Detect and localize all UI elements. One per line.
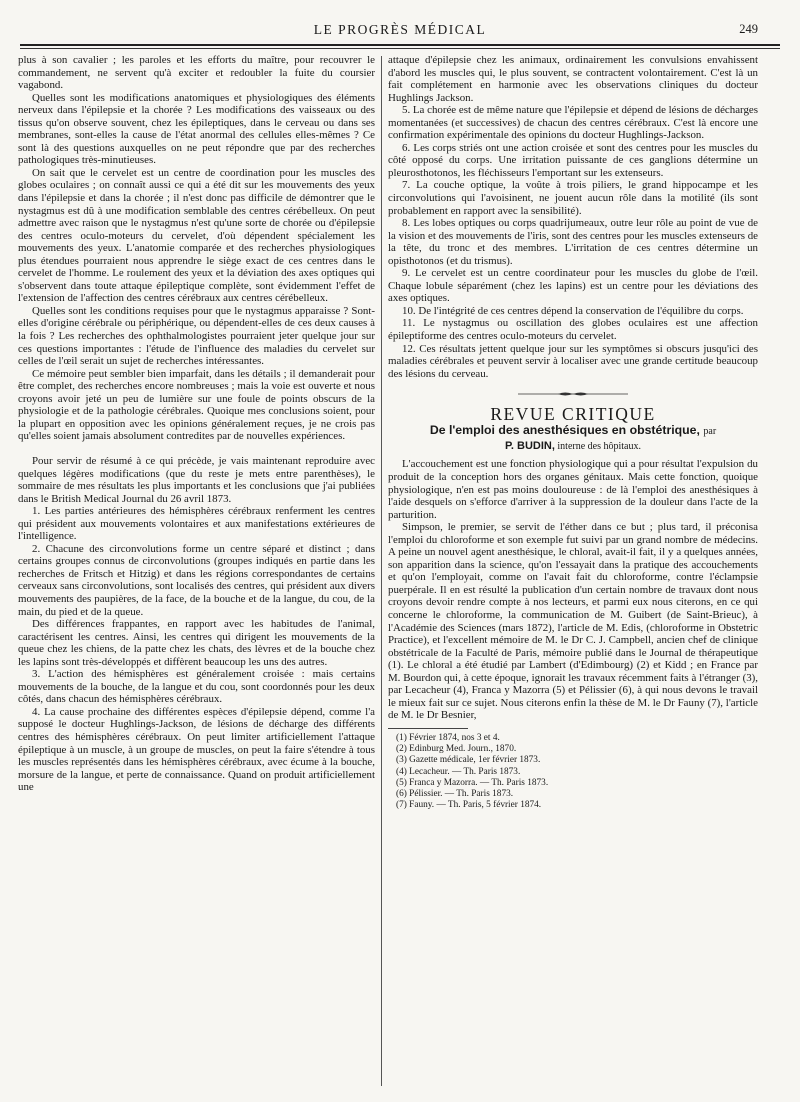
- paragraph: Quelles sont les modifications anatomiques et physiologiques des éléments nerveux dans l'épilepsie et la chorée ? Les modifications des vaisseaux ou des tissus qu'on observe souvent, chez les épileptiques, dans le cerveau ou dans ses membranes, sont-elles la cause de l'état anormal des cellules elles-mêmes ? Ce sont là des questions auxquelles on ne peut répondre que par des recherches pathologiques très-minutieuses.: [18, 91, 375, 167]
- numbered-conclusion: 1. Les parties antérieures des hémisphères cérébraux renferment les centres qui président aux mouvements volontaires et aux manifestations extérieures de l'intelligence.: [18, 505, 375, 543]
- numbered-conclusion: 7. La couche optique, la voûte à trois piliers, le grand hippocampe et les circonvolutions qui l'avoisinent, ne jouent aucun rôle dans la motilité (ils sont probablement en rapport avec la sensibilité).: [388, 179, 758, 217]
- header-rule: [20, 44, 780, 46]
- paragraph: On sait que le cervelet est un centre de coordination pour les muscles des globes oculaires ; on connaît aussi ce qui a été dit sur les mouvements des yeux dans l'épilepsie et dans la chorée ; il n'est donc pas difficile de démontrer que le nystagmus est dû à une modification semblable des centres cérébelleux. On peut admettre avec raison que le nystagmus n'est qu'une sorte de chorée ou d'épilepsie des centres oculo-moteurs du cervelet, d'où dépendent spécialement les mouvements des yeux. L'anatomie comparée et des recherches physiologiques plus étendues pourraient nous apprendre le siège exact de ces centres dans le cervelet de l'homme. Le roulement des yeux et la déviation des axes optiques qui s'observent dans toute attaque épileptique complète, sont évidemment l'effet de l'extension de l'affection des centres cérébraux aux centres cérébelleux.: [18, 166, 375, 305]
- section-title: REVUE CRITIQUE: [490, 403, 656, 424]
- numbered-conclusion: 4. La cause prochaine des différentes espèces d'épilepsie dépend, comme l'a supposé le docteur Hughlings-Jackson, de lésions de décharge des différents centres des hémisphères cérébraux. On peut limiter artificiellement l'attaque épileptique à un muscle, à un groupe de muscles, on peut la faire s'étendre à tous les muscles représentés dans les hémisphères cérébraux, avec écume à la bouche, morsure de la langue, et perte de connaissance. Quand on produit artificiellement une: [18, 705, 375, 794]
- numbered-conclusion: 12. Ces résultats jettent quelque jour sur les symptômes si obscurs jusqu'ici des maladies cérébrales et peuvent servir à localiser avec une grande certitude beaucoup des lésions du cerveau.: [388, 342, 758, 380]
- ornament-rule-icon: [518, 391, 628, 397]
- right-column: [388, 54, 758, 811]
- byline-role: interne des hôpitaux.: [557, 440, 641, 452]
- footnote-rule: [388, 728, 468, 729]
- numbered-conclusion: 6. Les corps striés ont une action croisée et sont des centres pour les muscles du côté opposé du corps. Une irritation puissante de ces ganglions détermine un pleurosthotonos, les fléchisseurs l'emportant sur les extenseurs.: [388, 141, 758, 179]
- numbered-conclusion: 10. De l'intégrité de ces centres dépend la conservation de l'équilibre du corps.: [402, 304, 744, 317]
- article-title: [388, 424, 758, 439]
- numbered-conclusion: 8. Les lobes optiques ou corps quadrijumeaux, outre leur rôle au point de vue de la vision et des mouvements de l'iris, sont des centres pour les muscles extenseurs de la tête, du tronc et des membres. L'irritation de ces centres détermine un opisthotonos (et du trismus).: [388, 217, 758, 267]
- summary-paragraph: Pour servir de résumé à ce qui précède, je vais maintenant reproduire avec quelques légères modifications (que du reste je mets entre parenthèses), le sommaire de mes résultats les plus importants et les conclusions que j'ai publiées dans le British Medical Journal du 26 avril 1873.: [18, 454, 375, 505]
- numbered-conclusion: 2. Chacune des circonvolutions forme un centre séparé et distinct ; dans certains groupes connus de circonvolutions (groupes indiqués en partie dans les recherches de Fritsch et Hitzig) et dans les régions correspondantes de certains cerveaux sans circonvolutions, sont localisés des centres, qui président aux divers mouvements des paupières, de la face, de la bouche et de la langue, du cou, de la main, du pied et de la queue.: [18, 542, 375, 618]
- footnote: (1) Février 1874, nos 3 et 4.: [396, 732, 500, 743]
- footnote: (7) Fauny. — Th. Paris, 5 février 1874.: [396, 800, 542, 811]
- header-rule-thin: [20, 48, 780, 49]
- footnote: (5) Franca y Mazorra. — Th. Paris 1873.: [396, 777, 549, 788]
- paragraph: L'accouchement est une fonction physiologique qui a pour résultat l'expulsion du produit de la conception hors des organes génitaux. Mais cette fonction, quoique physiologique, n'en est pas moins douloureuse : de là l'emploi des anesthésiques à l'aide desquels on s'efforce d'arriver à la suppression de la douleur dans l'acte de la parturition.: [388, 458, 758, 521]
- numbered-conclusion: 11. Le nystagmus ou oscillation des globes oculaires est une affection épileptiforme des centres oculo-moteurs du cervelet.: [388, 317, 758, 343]
- numbered-conclusion: 9. Le cervelet est un centre coordinateur pour les muscles du globe de l'œil. Chaque lobule séparément (chez les lapins) est un centre pour les déviations des axes optiques.: [388, 267, 758, 305]
- paragraph: Simpson, le premier, se servit de l'éther dans ce but ; plus tard, il préconisa l'emploi du chloroforme et son exemple fut suivi par un grand nombre de médecins. A peine un nouvel agent anesthésique, le chloral, avait-il fait, il y a quelques années, son apparition dans la science, qu'on l'essayait dans la pratique des accouchements et qu'on l'employait, comme on l'avait fait du chloroforme, contre l'éclampsie puerpérale. Il en est résulté la publication d'un certain nombre de travaux dont nous croyons devoir rendre compte à nos lecteurs, et parmi eux nous citerons, en ce qui concerne le chloroforme, la communication de M. Guibert (de Saint-Brieuc), à l'Académie des Sciences (mars 1872), l'article de M. Edis, (chloroforme in Obstetric Practice), et l'excellent mémoire de M. le Dr C. J. Campbell, ancien chef de clinique obstétricale de la Faculté de Paris, mémoire publié dans le Journal de thérapeutique (1). Le chloral a été étudié par Lambert (d'Edimbourg) (2) et Kidd ; en France par M. Bourdon qui, à cette époque, ignorait les travaux récemment faits à l'étranger (3), par Lecacheur (4), Franca y Mazorra (5) et Pélissier (6), à qui nous devons le travail le mieux fait sur ce sujet. Nous citerons enfin la thèse de M. le Dr Fauny (7), l'article de M. le Dr Besnier,: [388, 521, 758, 722]
- numbered-conclusion: 3. L'action des hémisphères est généralement croisée : mais certains mouvements de la bouche, de la langue et du cou, sont coordonnés pour les deux côtés, dans chacun des hémisphères cérébraux.: [18, 668, 375, 706]
- article-title-text: De l'emploi des anesthésiques en obstétrique,: [429, 423, 700, 438]
- paragraph: Des différences frappantes, en rapport avec les habitudes de l'animal, caractérisent les centres. Ainsi, les centres qui dirigent les mouvements de la queue chez les chiens, de la patte chez les chats, des lèvres et de la bouche chez les lapins sont très-développés et diffèrent beaucoup les uns des autres.: [18, 618, 375, 668]
- footnotes: [388, 733, 758, 811]
- footnote: (2) Edinburg Med. Journ., 1870.: [396, 744, 517, 755]
- article-byline: [388, 440, 758, 454]
- ornamental-separator: [388, 389, 758, 402]
- left-column: [18, 54, 375, 794]
- paragraph: Ce mémoire peut sembler bien imparfait, dans les détails ; il demanderait pour être complet, des recherches encore nombreuses ; mais la voie est ouverte et nous croyons avoir jeté un peu de lumière sur une foule de points obscurs de la physiologie et de la pathologie cérébrales. Quoique mes conclusions soient, pour la plupart en opposition avec les opinions généralement reçues, je ne crois pas qu'elles soient jamais absolument contredites par de nouvelles expériences.: [18, 367, 375, 443]
- column-divider: [381, 56, 382, 1086]
- byline-author: P. BUDIN,: [504, 439, 555, 452]
- paragraph: plus à son cavalier ; les paroles et les efforts du maître, pour recouvrer le commandement, ne servent qu'à exciter et redoubler la fuite du coursier vagabond.: [18, 54, 375, 92]
- paragraph: attaque d'épilepsie chez les animaux, ordinairement les convulsions envahissent d'abord les muscles qui, le plus souvent, se contractent volontairement. C'est là un fait complétement en harmonie avec les observations cliniques du docteur Hughlings Jackson.: [388, 54, 758, 104]
- paragraph: Quelles sont les conditions requises pour que le nystagmus apparaisse ? Sont-elles d'origine cérébrale ou périphérique, ou dépendent-elles de ces deux causes à la fois ? Les recherches des ophthalmologistes pourraient jeter quelque jour sur ces questions importantes : l'étude de l'influence des maladies du cervelet sur celles de l'œil serait un sujet de recherches intéressantes.: [18, 304, 375, 368]
- footnote: (3) Gazette médicale, 1er février 1873.: [396, 755, 541, 766]
- numbered-conclusion: 5. La chorée est de même nature que l'épilepsie et dépend de lésions de décharges momentanées (et successives) de chacun des centres cérébraux. C'est là encore une confirmation expérimentale des opinions du docteur Hughlings-Jackson.: [388, 104, 758, 142]
- byline-par: par: [703, 426, 717, 438]
- page-number: 249: [739, 22, 758, 36]
- running-header-title: LE PROGRÈS MÉDICAL: [313, 22, 487, 37]
- footnote: (6) Pélissier. — Th. Paris 1873.: [396, 788, 514, 799]
- footnote: (4) Lecacheur. — Th. Paris 1873.: [396, 766, 521, 777]
